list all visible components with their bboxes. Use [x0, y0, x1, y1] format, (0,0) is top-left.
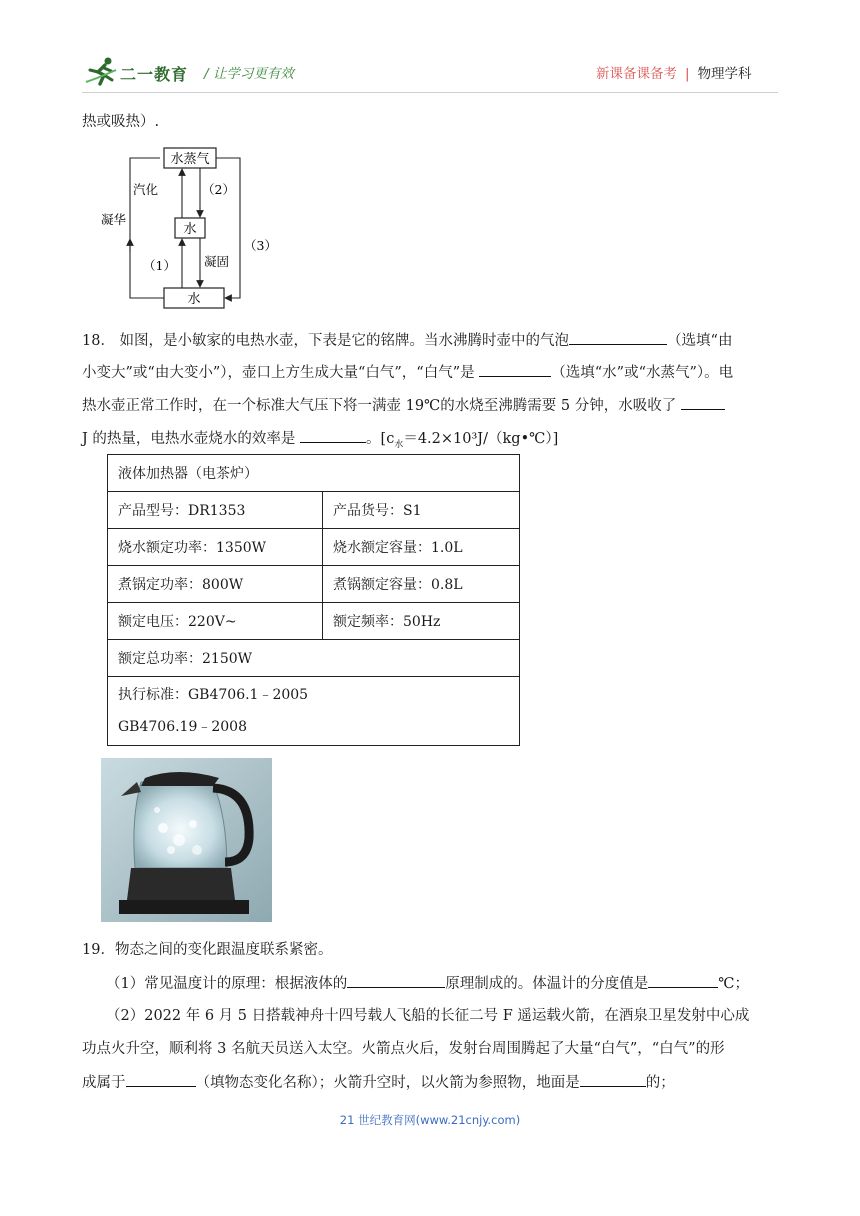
standard-line-1: 执行标准：GB4706.1﹣2005: [118, 687, 309, 703]
table-row: [108, 603, 520, 640]
box-water-bottom-label: 水: [187, 292, 201, 307]
phase-change-diagram: [96, 142, 286, 310]
q18-blank-efficiency[interactable]: [300, 428, 366, 443]
nameplate-title: 液体加热器（电茶炉）: [108, 455, 520, 492]
label-3: （3）: [244, 238, 277, 253]
q18-text-4c: ＝4.2×10³J/（kg•℃）]: [403, 431, 559, 447]
box-vapor-label: 水蒸气: [170, 152, 210, 167]
q19-text-1b: 原理制成的。体温计的分度值是: [445, 976, 649, 992]
header-subject-label: 物理学科: [697, 66, 752, 82]
table-cell: 煮锅定功率：800W: [108, 566, 323, 603]
q19-text-3b: （填物态变化名称）；火箭升空时，以火箭为参照物，地面是: [195, 1075, 580, 1091]
q18-line-4: [82, 428, 558, 455]
brand-slogan: / 让学习更有效: [204, 66, 294, 82]
q18-line-1: [82, 330, 732, 351]
q19-part-2-line-2: 功点火升空，顺利将 3 名航天员送入太空。火箭点火后，发射台周围腾起了大量“白气”，“白气”的形: [82, 1041, 725, 1057]
electric-kettle-photo: [101, 758, 272, 922]
nameplate-table: [107, 454, 520, 746]
table-row: [108, 566, 520, 603]
header-subject: [596, 62, 752, 82]
q19-blank-division[interactable]: [648, 973, 718, 988]
label-solidify: 凝固: [204, 254, 230, 269]
q18-text-2a: 小变大”或“由大变小”），壶口上方生成大量“白气”，“白气”是: [82, 365, 480, 381]
header-course-label: 新课备课备考: [596, 66, 677, 82]
runner-logo-icon: [84, 56, 118, 88]
q18-text-1a: 18． 如图，是小敏家的电热水壶，下表是它的铭牌。当水沸腾时壶中的气泡: [82, 333, 570, 349]
label-sublimate: 凝华: [100, 212, 126, 227]
standard-line-2: GB4706.19﹣2008: [118, 719, 247, 735]
label-1: （1）: [143, 258, 176, 273]
q19-blank-principle[interactable]: [347, 973, 445, 988]
header-divider: [82, 92, 778, 93]
q19-text-1c: ℃；: [718, 976, 749, 992]
q18-line-3: [82, 395, 725, 416]
q18-blank-heat[interactable]: [681, 395, 725, 410]
q19-part-2-line-3: [82, 1072, 675, 1093]
table-cell: 额定电压：220V~: [108, 603, 323, 640]
table-row: [108, 640, 520, 677]
table-row: [108, 677, 520, 746]
table-cell: 额定频率：50Hz: [323, 603, 520, 640]
q18-text-2b: （选填“水”或“水蒸气”）。电: [551, 365, 734, 381]
q19-part-2-line-1: （2）2022 年 6 月 5 日搭载神舟十四号载人飞船的长征二号 F 遥运载火箭，在酒泉卫星发射中心成: [106, 1008, 750, 1024]
nameplate-total-power: 额定总功率：2150W: [108, 640, 520, 677]
q19-text-3a: 成属于: [82, 1075, 126, 1091]
table-cell: 产品货号：S1: [323, 492, 520, 529]
label-2: （2）: [202, 182, 235, 197]
continued-text: 热或吸热）.: [82, 114, 160, 130]
label-vaporize: 汽化: [132, 182, 158, 197]
q18-text-3a: 热水壶正常工作时，在一个标准大气压下将一满壶 19℃的水烧至沸腾需要 5 分钟，水吸收了: [82, 398, 681, 414]
q18-text-4b: 。[c: [366, 431, 395, 447]
table-cell: 烧水额定功率：1350W: [108, 529, 323, 566]
table-cell: 烧水额定容量：1.0L: [323, 529, 520, 566]
box-water-mid-label: 水: [183, 222, 197, 237]
q19-blank-motion[interactable]: [580, 1072, 646, 1087]
brand-name: 二一教育: [120, 65, 189, 84]
table-row: [108, 529, 520, 566]
table-row: [108, 492, 520, 529]
path-sublimate: [130, 158, 164, 298]
table-row: [108, 455, 520, 492]
table-cell: 煮锅额定容量：0.8L: [323, 566, 520, 603]
q18-blank-white-gas[interactable]: [479, 362, 551, 377]
q19-blank-phase-change[interactable]: [126, 1072, 196, 1087]
q18-text-1b: （选填“由: [667, 333, 733, 349]
q18-line-2: [82, 362, 733, 383]
q19-part-1: [106, 973, 749, 994]
path-3: [216, 158, 240, 298]
nameplate-standards: [108, 677, 520, 746]
table-cell: 产品型号：DR1353: [108, 492, 323, 529]
q18-text-4a: J 的热量，电热水壶烧水的效率是: [82, 431, 301, 447]
q19-text-3c: 的；: [645, 1075, 675, 1091]
header-separator: |: [685, 66, 690, 82]
q19-text-1a: （1）常见温度计的原理：根据液体的: [106, 976, 348, 992]
q19-title: 19．物态之间的变化跟温度联系紧密。: [82, 942, 333, 958]
q18-blank-bubbles[interactable]: [569, 330, 667, 345]
footer-source: 21 世纪教育网(www.21cnjy.com): [339, 1113, 521, 1127]
q18-subscript: 水: [394, 439, 404, 450]
